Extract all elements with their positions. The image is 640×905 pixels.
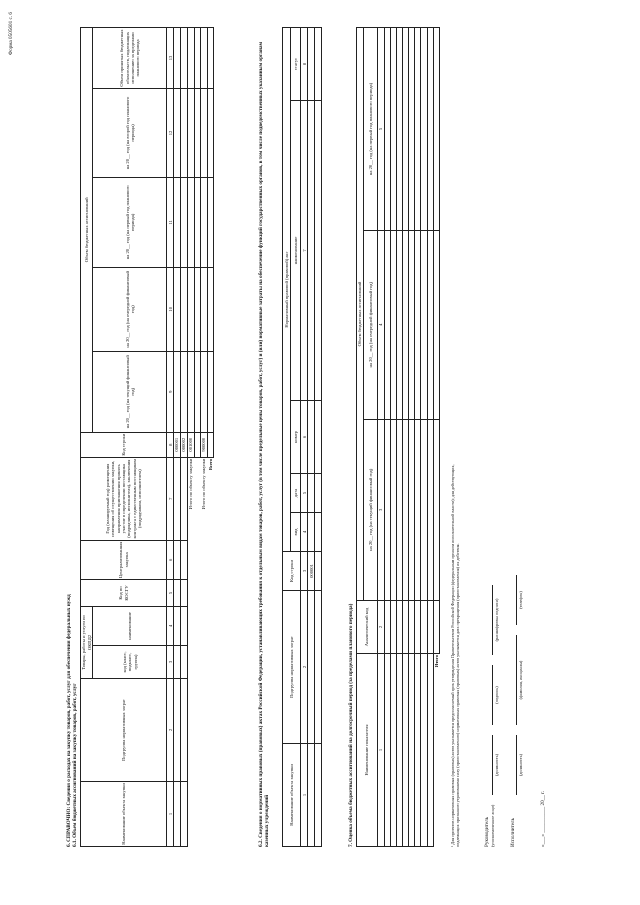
total-object-label: Итого по объекту закупки bbox=[201, 458, 206, 510]
col-budget-1: на 20__ год (на текущий финансовый год) bbox=[363, 419, 377, 600]
col-object: Наименование объекта закупки bbox=[283, 744, 301, 847]
col-budget-2: на 20__ год (на очередной финансовый год) bbox=[363, 230, 377, 419]
colnum: 12 bbox=[167, 89, 174, 178]
colnum: 4 bbox=[167, 607, 174, 646]
colnum: 4 bbox=[301, 513, 308, 552]
table-6-2 bbox=[282, 27, 322, 847]
table-row bbox=[180, 28, 187, 847]
col-budget-2: на 20__ год (на очередной финансовый год) bbox=[93, 267, 167, 351]
colnum: 4 bbox=[377, 230, 384, 419]
colnum: 7 bbox=[301, 101, 308, 401]
table-7 bbox=[356, 27, 440, 847]
colnum: 10 bbox=[167, 267, 174, 351]
section-6-heading: 6. СПРАВОЧНО: Сведения о расходах на закупку товаров, работ, услуг для обеспечения федеральных нужд bbox=[66, 594, 72, 847]
colnum: 1 bbox=[301, 744, 308, 847]
sign-fio-label: (фамилия, инициалы) bbox=[518, 660, 523, 700]
row-code-cell bbox=[207, 432, 213, 457]
signature-head-label: Руководитель bbox=[484, 816, 490, 847]
colnum: 5 bbox=[377, 28, 384, 231]
col-status: статус bbox=[290, 28, 301, 101]
col-number: номер bbox=[290, 401, 301, 474]
colnum: 1 bbox=[377, 654, 384, 847]
col-kosgu: Код по КОСГУ bbox=[81, 580, 167, 607]
col-date: дата bbox=[290, 474, 301, 513]
sign-line bbox=[492, 665, 493, 725]
colnum: 1 bbox=[167, 782, 174, 847]
sign-position-label: (должность) bbox=[494, 754, 499, 776]
colnum: 13 bbox=[167, 28, 174, 89]
sign-phone-label: (телефон) bbox=[518, 591, 523, 609]
colnum: 8 bbox=[301, 28, 308, 101]
total-label: Итого bbox=[433, 654, 439, 847]
subtotal-label: Итого по объекту закупки bbox=[187, 457, 194, 846]
table-row bbox=[207, 28, 213, 847]
section-6-1-heading: 6.1. Объем бюджетных ассигнований на закупку товаров, работ, услуг bbox=[72, 683, 78, 847]
col-group: Подгруппа нормативных затрат bbox=[81, 679, 167, 782]
colnum: 2 bbox=[301, 591, 308, 744]
colnum: 5 bbox=[167, 580, 174, 607]
section-7-heading: 7. Оценка объема бюджетных ассигнований на долгосрочный период (за пределами планового периода) bbox=[348, 603, 354, 847]
col-budget-4: на 20__ год (на второй год планового периода) bbox=[93, 89, 167, 178]
col-indicator-name: Наименование показателя bbox=[357, 654, 378, 847]
sign-line bbox=[516, 635, 517, 725]
col-budget-5: Объем принятых бюджетных обязательств, подлежащих исполнению за пределами планового периода bbox=[93, 28, 167, 89]
sign-position-label: (должность) bbox=[518, 754, 523, 776]
row-code-cell: 000001 bbox=[308, 552, 315, 591]
col-procurement: Централизованная закупка bbox=[81, 540, 167, 579]
col-budget: Объем бюджетных ассигнований bbox=[81, 28, 93, 433]
col-analytic-code: Аналитический код bbox=[357, 601, 378, 654]
sign-decryption-label: (расшифровка подписи) bbox=[494, 598, 499, 642]
colnum: 5 bbox=[301, 474, 308, 513]
col-row-code: Код строки bbox=[81, 432, 167, 457]
col-budget: Объем бюджетных ассигнований bbox=[357, 28, 364, 601]
sign-line bbox=[516, 575, 517, 625]
col-group: Подгруппа нормативных затрат bbox=[283, 591, 301, 744]
colnum: 8 bbox=[167, 432, 174, 457]
table-row bbox=[308, 28, 315, 847]
sign-signature-label: (подпись) bbox=[494, 686, 499, 704]
col-act-name: наименование bbox=[290, 101, 301, 401]
row-code-cell: 900000 bbox=[200, 432, 207, 457]
table-row bbox=[200, 28, 207, 847]
table-row bbox=[174, 28, 181, 847]
sign-line bbox=[492, 735, 493, 795]
col-goods: Товары, работы и услуги по ОКПД2 bbox=[81, 607, 93, 679]
colnum: 7 bbox=[167, 457, 174, 540]
col-code: код (класс, подкласс, группа) bbox=[93, 646, 167, 679]
sign-line bbox=[492, 585, 493, 655]
row-code-cell: 001000 bbox=[187, 432, 194, 457]
col-name: наименование bbox=[93, 607, 167, 646]
col-type: вид bbox=[290, 513, 301, 552]
col-act: Нормативный правовой (правовой) акт bbox=[283, 28, 291, 552]
sign-line bbox=[516, 735, 517, 795]
date-line: «___» __________ 20__ г. bbox=[540, 790, 546, 847]
col-row-code: Код строки bbox=[283, 552, 301, 591]
form-code: Форма 0505601 с. 6 bbox=[8, 12, 14, 55]
table-row bbox=[433, 28, 439, 847]
col-budget-3: на 20__ год (на первый год планового периода) bbox=[93, 177, 167, 267]
footnote: ¹ Для проектов нормативных правовых (правовых) актов указывается предполагаемый срок утверждения Правительством Российской Федерации (федеральным органом исполнительной власти); для действующих, подлежащих признанию утратившими силу (приостановлению) нормативных правовых (правовых) актов указывается дата прекращения (приостановления) их действия. bbox=[450, 464, 460, 847]
colnum: 11 bbox=[167, 177, 174, 267]
colnum: 2 bbox=[167, 679, 174, 782]
executor-label: Исполнитель bbox=[510, 817, 516, 847]
colnum: 6 bbox=[167, 540, 174, 579]
colnum: 3 bbox=[377, 419, 384, 600]
col-year: Год (планируемый год) размещения извещения об осуществлении закупки, направления приглашения принять участие в определении поставщика (подрядчика, исполнителя), заключения контракта с единственным поставщиком (подрядчиком, исполнителем) bbox=[81, 457, 167, 540]
grand-total-label: Всего bbox=[207, 458, 213, 471]
colnum: 3 bbox=[167, 646, 174, 679]
section-6-2-heading: 6.2. Сведения о нормативных правовых (правовых) актах Российской Федерации, устанавливающих требования к отдельным видам товаров, работ, услуг (в том числе предельные цены товаров, работ, услуг) и (или) нормативные затраты на обеспечение функций государственных органов, в том числе подведомственных указанным органам казенных учреждений bbox=[258, 41, 270, 847]
table-row bbox=[315, 28, 322, 847]
row-code-cell: 000001 bbox=[174, 432, 181, 457]
colnum: 2 bbox=[377, 601, 384, 654]
colnum: 9 bbox=[167, 351, 174, 432]
col-budget-3: на 20__ год (на первый год планового периода) bbox=[363, 28, 377, 231]
table-row bbox=[187, 28, 194, 847]
table-6-1 bbox=[80, 27, 214, 847]
row-code-cell: 000002 bbox=[180, 432, 187, 457]
colnum: 3 bbox=[301, 552, 308, 591]
col-budget-1: на 20__ год (на текущий финансовый год) bbox=[93, 351, 167, 432]
signature-head-sub: (уполномоченное лицо) bbox=[490, 804, 495, 847]
colnum: 6 bbox=[301, 401, 308, 474]
col-object: Наименование объекта закупки bbox=[81, 782, 167, 847]
